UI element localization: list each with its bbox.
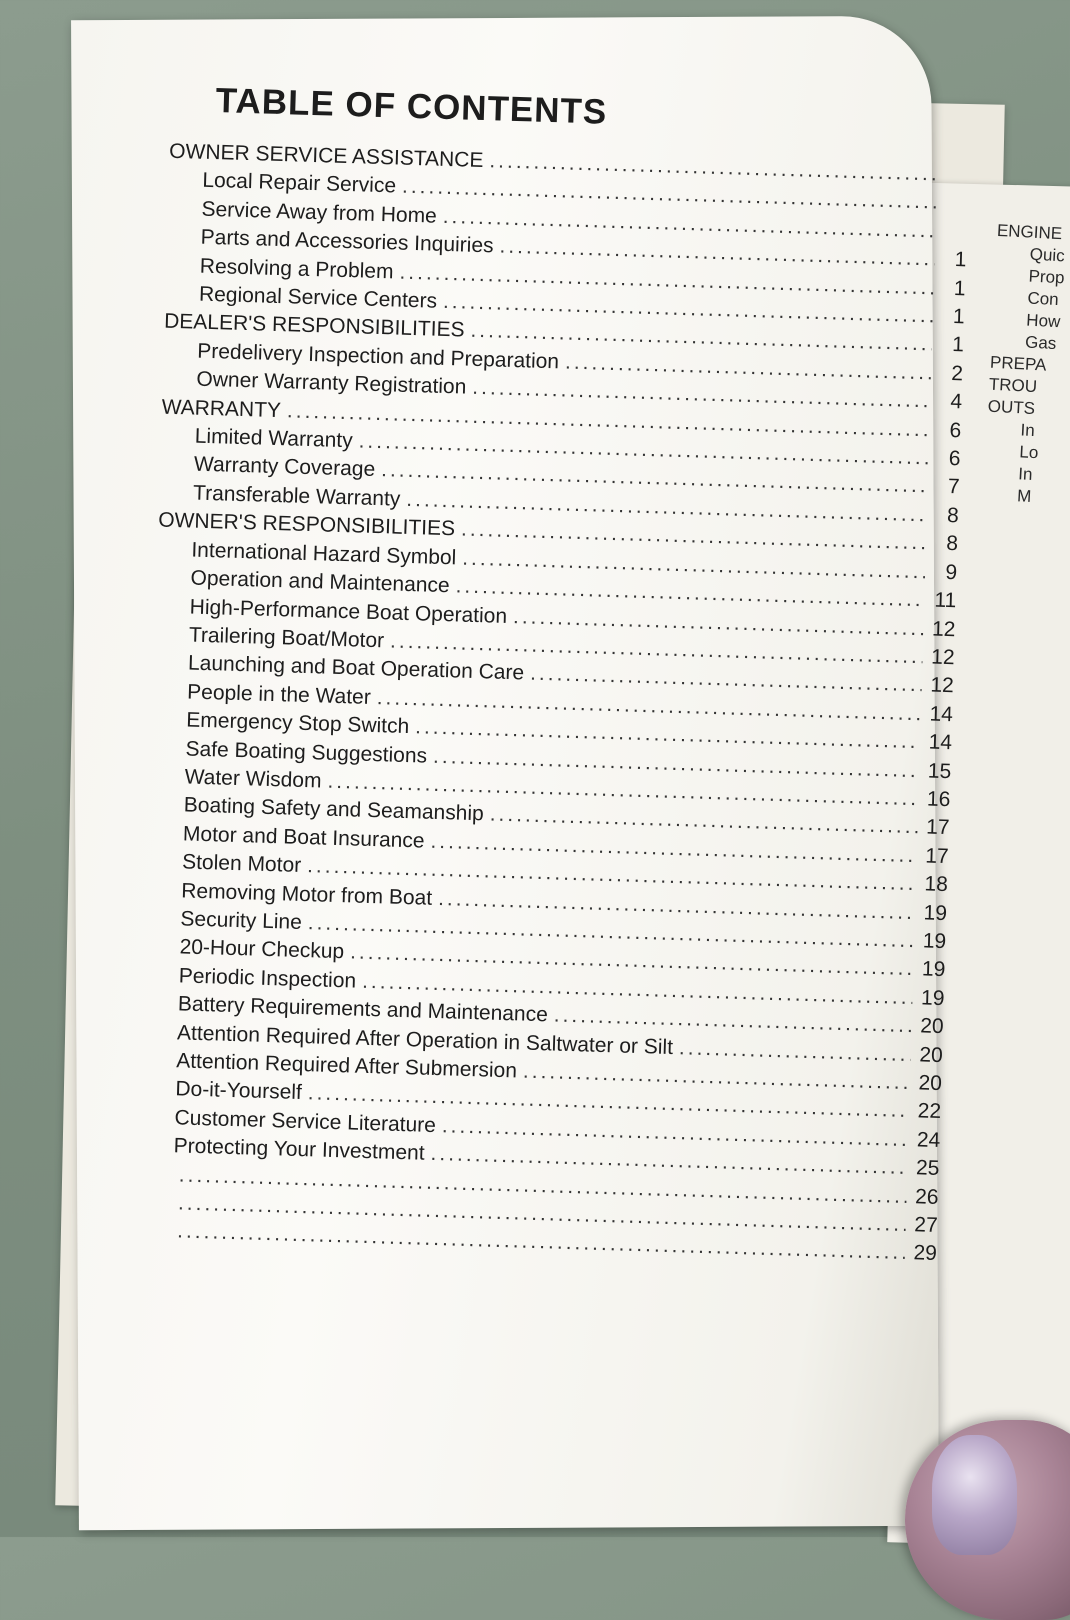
thumbnail-nail xyxy=(932,1435,1017,1555)
toc-entry-title: Emergency Stop Switch xyxy=(186,708,410,739)
toc-page-number: 9 xyxy=(945,560,958,584)
right-toc-line: Con xyxy=(1026,288,1060,310)
toc-page-number: 25 xyxy=(915,1156,940,1181)
right-toc-line: M xyxy=(1016,486,1032,506)
toc-entry-title: Attention Required After Submersion xyxy=(175,1049,518,1083)
toc-page-number: 19 xyxy=(923,900,948,925)
toc-page-number: 20 xyxy=(919,1042,944,1067)
toc-page-number xyxy=(942,209,968,210)
right-toc-line: Quic xyxy=(1029,244,1066,266)
page-title: TABLE OF CONTENTS xyxy=(215,81,608,132)
toc-page-number: 1 xyxy=(954,248,967,272)
right-toc-line: TROU xyxy=(988,374,1038,397)
booklet-page xyxy=(71,16,967,1530)
toc-page-number: 19 xyxy=(922,929,947,954)
toc-page-number: 15 xyxy=(927,759,952,783)
right-page-toc xyxy=(983,220,1070,510)
toc-entry-title: Trailering Boat/Motor xyxy=(188,623,385,653)
toc-entry-title: International Hazard Symbol xyxy=(191,538,457,570)
toc-entry-title: Local Repair Service xyxy=(202,169,397,198)
toc-entry-title: Stolen Motor xyxy=(181,850,302,878)
toc-entry-title: Regional Service Centers xyxy=(198,282,438,313)
toc-entry-title: WARRANTY xyxy=(161,395,282,422)
toc-page-number: 6 xyxy=(948,447,961,471)
toc-entry-title: OWNER SERVICE ASSISTANCE xyxy=(168,139,484,173)
toc-entry-title: Do-it-Yourself xyxy=(175,1077,303,1105)
right-toc-line: PREPA xyxy=(989,352,1047,375)
toc-page-number: 1 xyxy=(952,305,966,329)
page-content xyxy=(137,80,971,1269)
toc-entry-title: Predelivery Inspection and Preparation xyxy=(196,339,560,374)
toc-page-number: 12 xyxy=(930,645,955,670)
toc-entry-title: Warranty Coverage xyxy=(193,453,376,482)
toc-page-number: 17 xyxy=(925,815,950,840)
toc-entry-title: Parts and Accessories Inquiries xyxy=(200,225,494,258)
toc-page-number: 17 xyxy=(924,844,950,868)
toc-entry-title: People in the Water xyxy=(186,680,372,709)
toc-page-number: 14 xyxy=(928,730,953,755)
right-toc-line: In xyxy=(1017,464,1033,485)
toc-page-number: 12 xyxy=(930,673,955,698)
toc-entry-title: Water Wisdom xyxy=(184,765,322,793)
right-toc-line: ENGINE xyxy=(996,220,1063,244)
toc-entry-title: Security Line xyxy=(180,907,303,934)
toc-entry-title: Boating Safety and Seamanship xyxy=(183,793,485,826)
toc-page-number: 16 xyxy=(926,787,951,812)
toc-entry-title: Limited Warranty xyxy=(194,424,354,453)
toc-entry-title: Transferable Warranty xyxy=(192,481,401,511)
toc-page-number: 8 xyxy=(946,503,960,528)
toc-page-number: 20 xyxy=(919,1014,944,1039)
toc-page-number: 11 xyxy=(934,588,957,613)
toc-entry-title: Attention Required After Operation in Saltwater or Silt xyxy=(176,1020,674,1059)
toc-entry-title: DEALER'S RESPONSIBILITIES xyxy=(163,310,465,342)
toc-page-number: 1 xyxy=(953,276,966,301)
toc-entry-title: 20-Hour Checkup xyxy=(179,935,345,964)
toc-page-number xyxy=(941,237,967,238)
toc-page-number: 19 xyxy=(921,957,946,982)
toc-entry-title: Removing Motor from Boat xyxy=(180,878,433,910)
toc-entry-title: Battery Requirements and Maintenance xyxy=(177,992,549,1027)
toc-page-number: 7 xyxy=(947,475,960,499)
toc-page-number: 14 xyxy=(929,702,954,726)
right-toc-line: In xyxy=(1020,420,1036,441)
toc-page-number: 6 xyxy=(949,418,962,442)
toc-entry-title: Protecting Your Investment xyxy=(173,1134,425,1165)
toc-page-number: 24 xyxy=(916,1128,941,1152)
toc-entry-title: Launching and Boat Operation Care xyxy=(187,651,525,685)
toc-page-number: 20 xyxy=(918,1071,943,1096)
toc-page-number: 26 xyxy=(914,1184,939,1209)
toc-page-number: 1 xyxy=(951,333,965,357)
toc-page-number xyxy=(943,181,969,182)
right-toc-line: OUTS xyxy=(987,396,1036,419)
toc-entry-title xyxy=(138,1208,172,1209)
toc-entry-title: OWNER'S RESPONSIBILITIES xyxy=(157,508,456,541)
right-toc-line: Gas xyxy=(1024,332,1057,354)
toc-entry-title: Resolving a Problem xyxy=(199,254,394,284)
toc-entry-title: Safe Boating Suggestions xyxy=(185,736,428,768)
toc-list xyxy=(137,138,970,1269)
toc-page-number: 12 xyxy=(931,617,956,641)
toc-page-number: 19 xyxy=(920,986,945,1010)
toc-entry-title: Motor and Boat Insurance xyxy=(182,822,425,853)
toc-entry-title: Customer Service Literature xyxy=(174,1106,437,1137)
toc-page-number: 18 xyxy=(924,872,949,897)
toc-entry-title: Operation and Maintenance xyxy=(190,566,451,598)
toc-page-number: 27 xyxy=(914,1213,939,1238)
toc-page-number: 8 xyxy=(945,532,959,556)
toc-entry-title xyxy=(139,1180,173,1181)
toc-entry-title: Periodic Inspection xyxy=(178,964,357,993)
toc-page-number: 4 xyxy=(950,390,963,414)
toc-page-number: 2 xyxy=(950,361,964,386)
right-toc-line: Prop xyxy=(1028,266,1066,288)
toc-entry-title: Owner Warranty Registration xyxy=(196,367,467,399)
toc-page-number: 29 xyxy=(913,1241,938,1266)
toc-entry-title xyxy=(137,1237,171,1238)
right-toc-line: How xyxy=(1025,310,1061,332)
right-toc-line: Lo xyxy=(1018,442,1039,463)
toc-entry-title: Service Away from Home xyxy=(201,197,438,228)
toc-entry-title: High-Performance Boat Operation xyxy=(189,595,508,628)
toc-page-number: 22 xyxy=(917,1099,942,1124)
